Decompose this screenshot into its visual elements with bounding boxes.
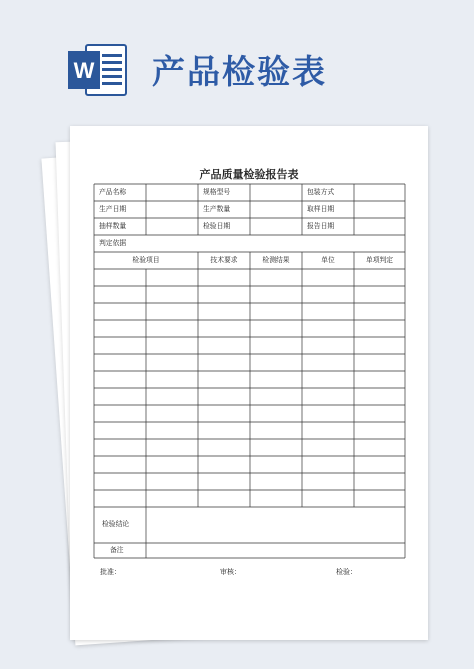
info-label: 包装方式 xyxy=(307,188,335,196)
info-label: 抽样数量 xyxy=(99,222,127,230)
page-title: 产品检验表 xyxy=(152,52,327,91)
info-label: 检验日期 xyxy=(203,222,231,230)
info-label: 规格型号 xyxy=(203,188,231,196)
info-label: 报告日期 xyxy=(307,222,335,230)
form-table-grid xyxy=(70,126,428,640)
info-label: 生产数量 xyxy=(203,205,231,213)
column-header: 单位 xyxy=(321,256,335,264)
info-label: 取样日期 xyxy=(307,205,335,213)
column-header: 单项判定 xyxy=(365,256,394,264)
word-document-icon xyxy=(66,42,128,98)
column-header: 检测结果 xyxy=(262,256,290,264)
remarks-label: 备注 xyxy=(110,546,124,554)
signature-label: 检验： xyxy=(336,568,357,576)
column-header: 技术要求 xyxy=(210,256,238,264)
column-header: 检验项目 xyxy=(132,256,160,264)
conclusion-label: 检验结论 xyxy=(102,520,130,528)
form-title: 产品质量检验报告表 xyxy=(199,168,299,181)
signature-label: 批准： xyxy=(100,568,121,576)
signature-label: 审核： xyxy=(220,568,241,576)
info-label: 生产日期 xyxy=(99,205,127,213)
logo-letter: W xyxy=(73,58,95,83)
info-label: 产品名称 xyxy=(99,188,127,196)
form-sheet xyxy=(70,126,428,640)
basis-label: 判定依据 xyxy=(99,239,127,247)
